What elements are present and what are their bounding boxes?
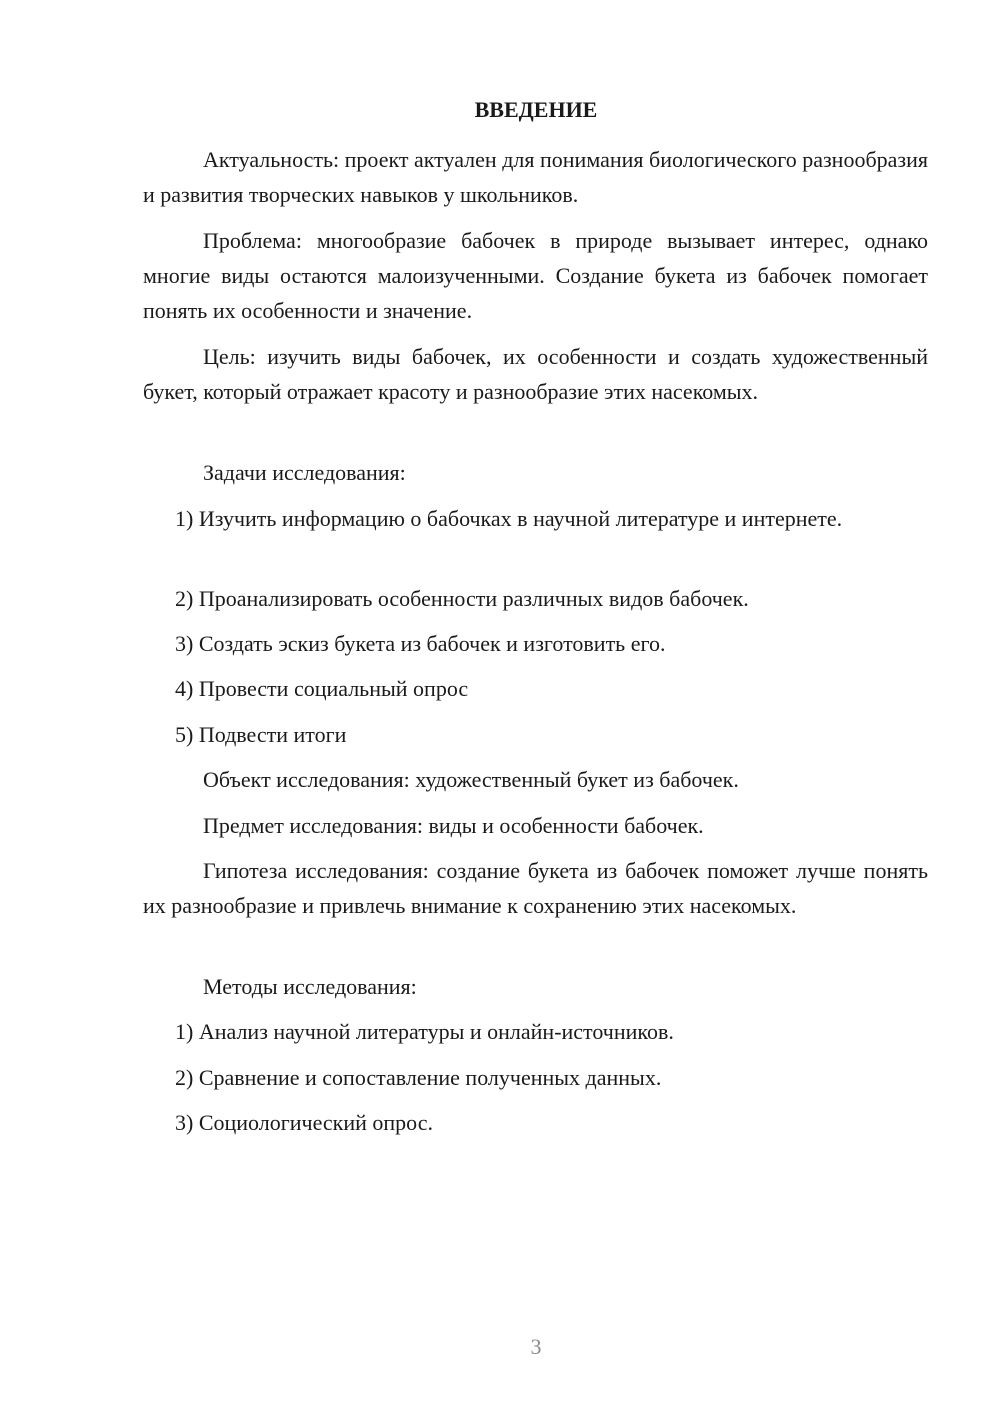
method-item-1: 1) Анализ научной литературы и онлайн-источников.	[175, 1019, 674, 1044]
problem-paragraph: Проблема: многообразие бабочек в природе вызывает интерес, однако многие виды остаются малоизученными. Создание букета из бабочек помогает понять их особенности и значение.	[143, 228, 928, 323]
relevance-paragraph: Актуальность: проект актуален для понимания биологического разнообразия и развития творческих навыков у школьников.	[143, 147, 928, 207]
task-item-3: 3) Создать эскиз букета из бабочек и изготовить его.	[175, 631, 666, 656]
task-item-5: 5) Подвести итоги	[175, 722, 347, 747]
methods-heading: Методы исследования:	[203, 974, 417, 999]
task-item-1: 1) Изучить информацию о бабочках в научной литературе и интернете.	[175, 506, 843, 531]
page-number: 3	[530, 1334, 542, 1359]
method-item-3: 3) Социологический опрос.	[175, 1110, 433, 1135]
method-item-2: 2) Сравнение и сопоставление полученных данных.	[175, 1065, 662, 1090]
task-item-4: 4) Провести социальный опрос	[175, 676, 469, 701]
hypothesis-paragraph: Гипотеза исследования: создание букета из бабочек поможет лучше понять их разнообразие и привлечь внимание к сохранению этих насекомых.	[143, 858, 928, 918]
tasks-heading: Задачи исследования:	[203, 460, 406, 485]
page-title: ВВЕДЕНИЕ	[474, 97, 598, 122]
object-paragraph: Объект исследования: художественный букет из бабочек.	[203, 767, 739, 792]
goal-paragraph: Цель: изучить виды бабочек, их особенности и создать художественный букет, который отражает красоту и разнообразие этих насекомых.	[143, 344, 928, 404]
task-item-2: 2) Проанализировать особенности различных видов бабочек.	[175, 586, 749, 611]
subject-paragraph: Предмет исследования: виды и особенности бабочек.	[203, 813, 704, 838]
